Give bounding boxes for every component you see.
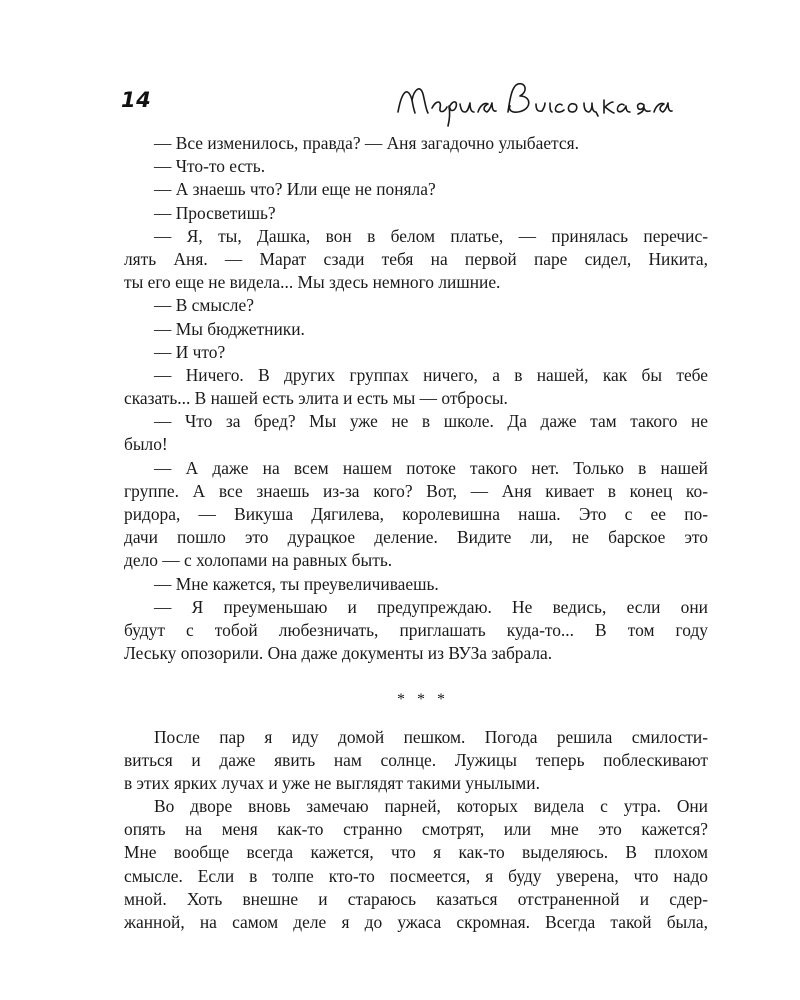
text-line: жанной, на самом деле я до ужаса скромная. Всегда такой была, [124,912,708,932]
text-line: — Просветишь? [154,202,276,223]
text-line: будут с тобой любезничать, приглашать куда-то... В том году [124,619,708,640]
text-line: После пар я иду домой пешком. Погода решила смилости- [154,726,708,747]
text-line: — Все изменилось, правда? — Аня загадочно улыбается. [154,133,579,153]
text-line: — А знаешь что? Или еще не поняла? [154,179,436,200]
text-line: — Мне кажется, ты преувеличиваешь. [154,573,439,594]
text-line: Во дворе вновь замечаю парней, которых видела с утра. Они [154,796,708,817]
text-line: Мне вообще всегда кажется, что я как-то выделяюсь. В плохом [124,842,708,863]
text-line: — Я, ты, Дашка, вон в белом платье, — принялась перечис- [154,225,708,246]
narrative-section [124,726,708,935]
text-line: — А даже на всем нашем потоке такого нет. Только в нашей [154,457,708,478]
page-number: 14 [121,88,152,112]
text-line: Леську опозорили. Она даже документы из ВУЗа забрала. [124,643,553,664]
text-line: дело — с холопами на равных быть. [124,550,393,571]
text-line: ридора, — Викуша Дягилева, королевишна наша. Это с ее по- [124,504,708,524]
text-line: сказать... В нашей есть элита и есть мы — отбросы. [124,388,508,409]
text-line: в этих ярких лучах и уже не выглядят такими унылыми. [124,772,540,793]
scene-separator: * * * [397,691,449,709]
text-line: — В смысле? [154,295,254,316]
body-text [124,132,708,934]
text-line: ты его еще не видела... Мы здесь немного лишние. [124,272,501,293]
text-line: — Что за бред? Мы уже не в школе. Да даже там такого не [154,411,708,432]
running-head-author-signature [392,70,712,130]
text-line: — Мы бюджетники. [154,318,305,339]
author-signature-graphic [392,70,712,130]
text-line: — Что-то есть. [154,156,266,177]
text-line: смысле. Если в толпе кто-то посмеется, я буду уверена, что надо [124,865,708,886]
text-line: — И что? [154,341,226,362]
text-line: лять Аня. — Марат сзади тебя на первой паре сидел, Никита, [124,248,708,269]
text-line: дачи пошло это дурацкое деление. Видите ли, не барское это [124,527,708,548]
text-line: мной. Хоть внешне и стараюсь казаться отстраненной и сдер- [124,888,708,909]
dialogue-section [124,132,708,665]
text-line: опять на меня как-то странно смотрят, или мне это кажется? [124,819,708,840]
text-line: — Ничего. В других группах ничего, а в нашей, как бы тебе [154,364,708,385]
text-line: — Я преуменьшаю и предупреждаю. Не ведись, если они [154,596,708,617]
text-line: виться и даже явить нам солнце. Лужицы теперь поблескивают [124,749,708,770]
text-line: было! [124,434,168,455]
text-line: группе. А все знаешь из-за кого? Вот, — Аня кивает в конец ко- [124,480,708,501]
